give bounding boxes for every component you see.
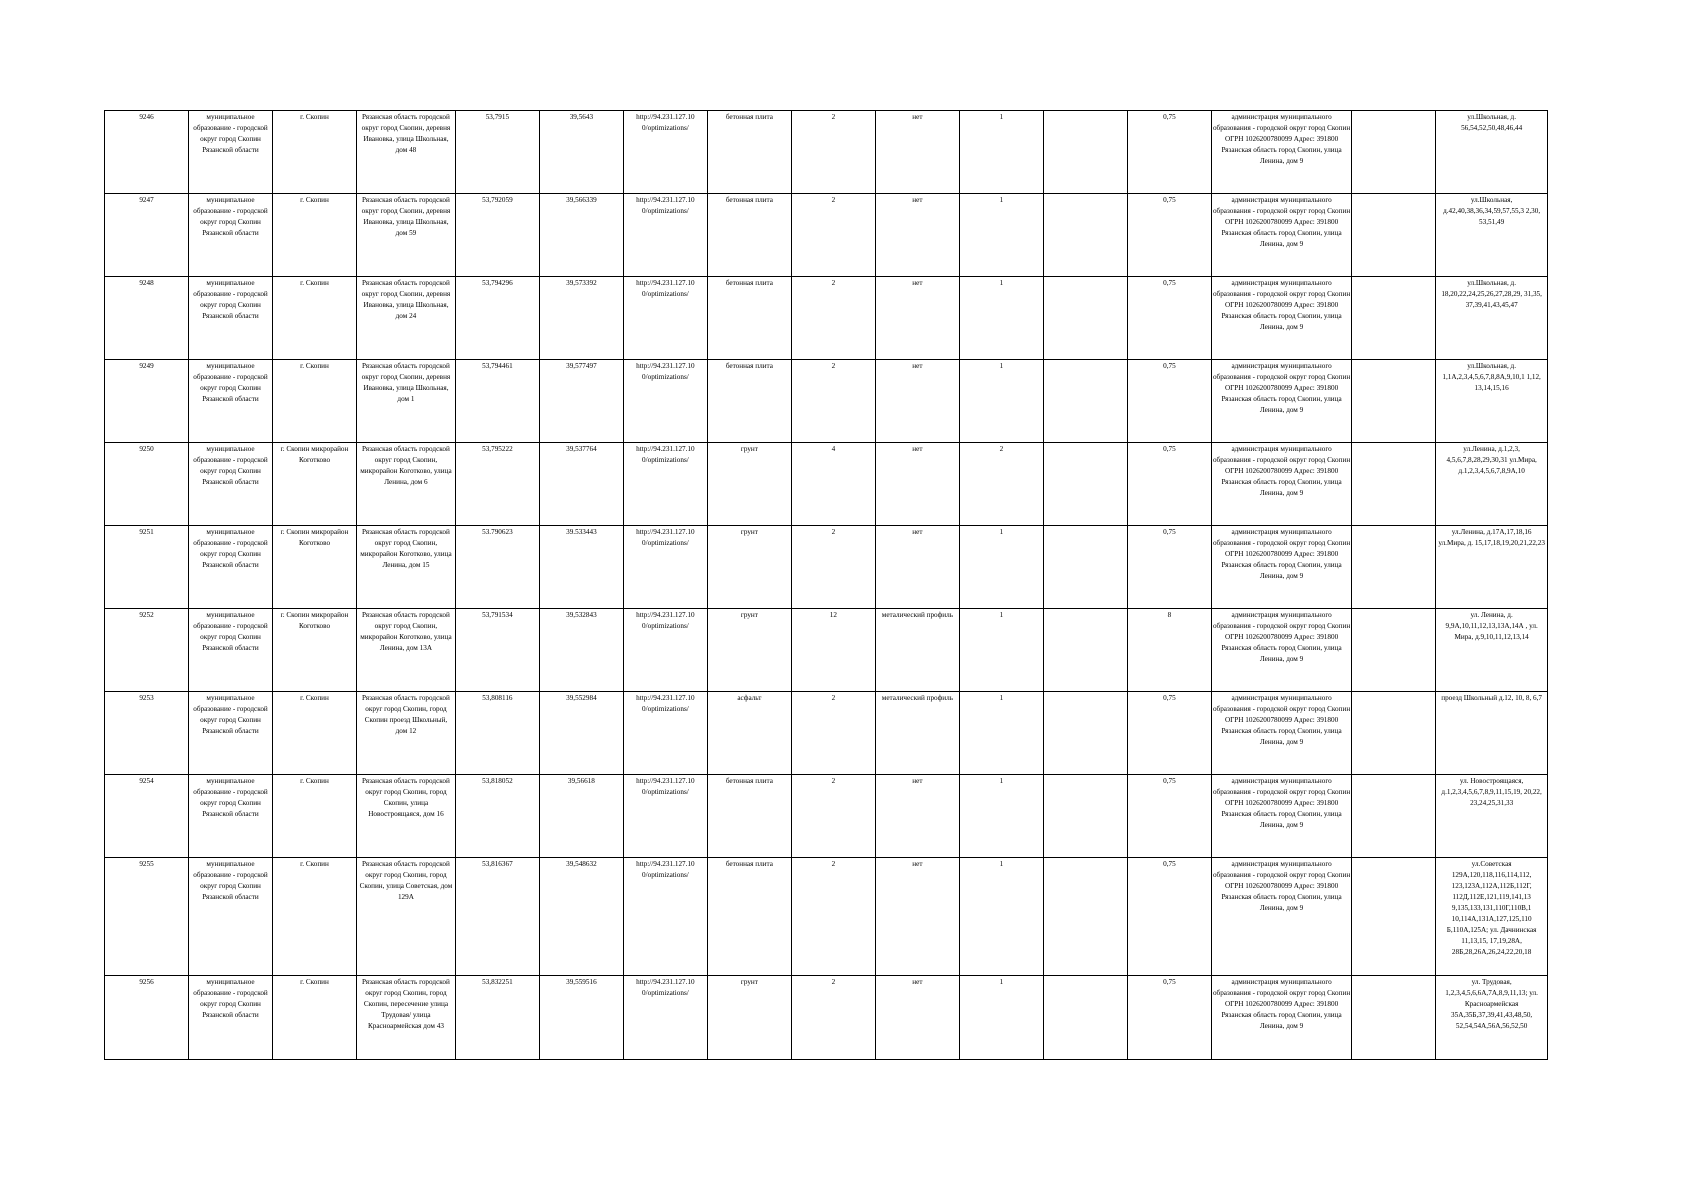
table-row: [105, 692, 1548, 775]
latitude-cell: 53,794296: [455, 277, 539, 360]
area-cell: 2: [791, 194, 875, 277]
longitude-cell: 39,559516: [539, 976, 623, 1060]
scheme-link-cell: http://94.231.127.10 0/optimizations/: [623, 775, 707, 858]
volume-cell: 0,75: [1127, 858, 1211, 976]
address-cell: Рязанская область городской округ город Скопин, деревня Ивановка, улица Школьная, дом 48: [357, 111, 456, 194]
longitude-cell: 39,552984: [539, 692, 623, 775]
locality-cell: г. Скопин микрорайон Коготково: [273, 609, 357, 692]
municipality-cell: муниципальное образование - городской округ город Скопин Рязанской области: [189, 194, 273, 277]
latitude-cell: 53,808116: [455, 692, 539, 775]
longitude-cell: 39,577497: [539, 360, 623, 443]
empty-cell: [1352, 526, 1436, 609]
scheme-link-cell: http://94.231.127.10 0/optimizations/: [623, 858, 707, 976]
volume-cell: 0,75: [1127, 692, 1211, 775]
containers-count-cell: 1: [959, 692, 1043, 775]
owner-cell: администрация муниципального образования - городской округ город Скопин ОГРН 1026200780099 Адрес: 391800 Рязанская область город Скопин, улица Ленина, дом 9: [1211, 976, 1351, 1060]
waste-sources-cell: ул. Новостроящаяся, д.1,2,3,4,5,6,7,8,9,11,15,19, 20,22, 23,24,25,31,33: [1436, 775, 1548, 858]
volume-cell: 0,75: [1127, 443, 1211, 526]
surface-cell: бетонная плита: [707, 858, 791, 976]
table-row: [105, 277, 1548, 360]
row-id-cell: 9250: [105, 443, 189, 526]
surface-cell: бетонная плита: [707, 277, 791, 360]
surface-cell: бетонная плита: [707, 111, 791, 194]
longitude-cell: 39,537764: [539, 443, 623, 526]
surface-cell: грунт: [707, 526, 791, 609]
scheme-link-cell: http://94.231.127.10 0/optimizations/: [623, 526, 707, 609]
row-id-cell: 9246: [105, 111, 189, 194]
containers-count-cell: 1: [959, 976, 1043, 1060]
municipality-cell: муниципальное образование - городской округ город Скопин Рязанской области: [189, 609, 273, 692]
latitude-cell: 53,818052: [455, 775, 539, 858]
empty-cell: [1352, 194, 1436, 277]
volume-cell: 0,75: [1127, 111, 1211, 194]
row-id-cell: 9248: [105, 277, 189, 360]
latitude-cell: 53,795222: [455, 443, 539, 526]
municipality-cell: муниципальное образование - городской округ город Скопин Рязанской области: [189, 858, 273, 976]
fence-cell: нет: [875, 976, 959, 1060]
address-cell: Рязанская область городской округ город Скопин, микрорайон Коготково, улица Ленина, дом 6: [357, 443, 456, 526]
fence-cell: нет: [875, 526, 959, 609]
locality-cell: г. Скопин: [273, 976, 357, 1060]
address-cell: Рязанская область городской округ город Скопин, город Скопин, пересечение улица Трудовая/ улица Красноармейская дом 43: [357, 976, 456, 1060]
waste-sources-cell: ул.Школьная, д.42,40,38,36,34,59,57,55,3 2,30, 53,51,49: [1436, 194, 1548, 277]
owner-cell: администрация муниципального образования - городской округ город Скопин ОГРН 1026200780099 Адрес: 391800 Рязанская область город Скопин, улица Ленина, дом 9: [1211, 111, 1351, 194]
locality-cell: г. Скопин микрорайон Коготково: [273, 443, 357, 526]
locality-cell: г. Скопин: [273, 775, 357, 858]
fence-cell: металический профиль: [875, 609, 959, 692]
fence-cell: нет: [875, 360, 959, 443]
fence-cell: нет: [875, 277, 959, 360]
owner-cell: администрация муниципального образования - городской округ город Скопин ОГРН 1026200780099 Адрес: 391800 Рязанская область город Скопин, улица Ленина, дом 9: [1211, 775, 1351, 858]
empty-cell: [1352, 277, 1436, 360]
latitude-cell: 53,7915: [455, 111, 539, 194]
empty-cell: [1352, 360, 1436, 443]
surface-cell: бетонная плита: [707, 360, 791, 443]
empty-cell: [1043, 526, 1127, 609]
fence-cell: металический профиль: [875, 692, 959, 775]
row-id-cell: 9251: [105, 526, 189, 609]
longitude-cell: 39,56618: [539, 775, 623, 858]
owner-cell: администрация муниципального образования - городской округ город Скопин ОГРН 1026200780099 Адрес: 391800 Рязанская область город Скопин, улица Ленина, дом 9: [1211, 360, 1351, 443]
volume-cell: 0,75: [1127, 360, 1211, 443]
owner-cell: администрация муниципального образования - городской округ город Скопин ОГРН 1026200780099 Адрес: 391800 Рязанская область город Скопин, улица Ленина, дом 9: [1211, 277, 1351, 360]
longitude-cell: 39,573392: [539, 277, 623, 360]
address-cell: Рязанская область городской округ город Скопин, микрорайон Коготково, улица Ленина, дом 13А: [357, 609, 456, 692]
empty-cell: [1043, 360, 1127, 443]
latitude-cell: 53,792059: [455, 194, 539, 277]
waste-sources-cell: ул.Ленина, д.17А,17,18,16 ул.Мира, д. 15,17,18,19,20,21,22,23: [1436, 526, 1548, 609]
volume-cell: 0,75: [1127, 976, 1211, 1060]
table-row: [105, 775, 1548, 858]
latitude-cell: 53.790623: [455, 526, 539, 609]
empty-cell: [1043, 443, 1127, 526]
volume-cell: 0,75: [1127, 526, 1211, 609]
fence-cell: нет: [875, 858, 959, 976]
municipality-cell: муниципальное образование - городской округ город Скопин Рязанской области: [189, 692, 273, 775]
locality-cell: г. Скопин: [273, 194, 357, 277]
longitude-cell: 39,5643: [539, 111, 623, 194]
waste-sources-cell: ул.Ленина, д.1,2,3, 4,5,6,7,8,28,29,30,31 ул.Мира, д.1,2,3,4,5,6,7,8,9А,10: [1436, 443, 1548, 526]
empty-cell: [1352, 775, 1436, 858]
area-cell: 2: [791, 858, 875, 976]
empty-cell: [1352, 609, 1436, 692]
longitude-cell: 39,548632: [539, 858, 623, 976]
locality-cell: г. Скопин: [273, 360, 357, 443]
containers-count-cell: 1: [959, 858, 1043, 976]
containers-count-cell: 1: [959, 194, 1043, 277]
address-cell: Рязанская область городской округ город Скопин, город Скопин, улица Советская, дом 129А: [357, 858, 456, 976]
empty-cell: [1043, 277, 1127, 360]
surface-cell: грунт: [707, 609, 791, 692]
waste-sources-cell: ул.Советская 129А,120,118,116,114,112, 123,123А,112А,112Б,112Г, 112Д,112Е,121,119,141,13 9,135,133,131,110Г,110В,1 10,114А,131А,127,125,110 Б,110А,125А; ул. Дачнинская 11,13,15, 17,19,28А, 28Б,28,26А,26,24,22,20,18: [1436, 858, 1548, 976]
waste-sources-cell: ул. Трудовая, 1,2,3,4,5,6,6А,7А,8,9,11,13; ул. Красноармейская 35А,35Б,37,39,41,43,48,50, 52,54,54А,56А,56,52,50: [1436, 976, 1548, 1060]
municipality-cell: муниципальное образование - городской округ город Скопин Рязанской области: [189, 277, 273, 360]
waste-sources-cell: ул.Школьная, д. 56,54,52,50,48,46,44: [1436, 111, 1548, 194]
area-cell: 2: [791, 692, 875, 775]
area-cell: 2: [791, 775, 875, 858]
table-row: [105, 976, 1548, 1060]
registry-table: [104, 110, 1548, 1060]
empty-cell: [1043, 692, 1127, 775]
table-row: [105, 111, 1548, 194]
address-cell: Рязанская область городской округ город Скопин, деревня Ивановка, улица Школьная, дом 1: [357, 360, 456, 443]
longitude-cell: 39.533443: [539, 526, 623, 609]
address-cell: Рязанская область городской округ город Скопин, микрорайон Коготково, улица Ленина, дом 15: [357, 526, 456, 609]
scheme-link-cell: http://94.231.127.10 0/optimizations/: [623, 609, 707, 692]
scheme-link-cell: http://94.231.127.10 0/optimizations/: [623, 976, 707, 1060]
containers-count-cell: 1: [959, 609, 1043, 692]
surface-cell: асфальт: [707, 692, 791, 775]
waste-sources-cell: ул.Школьная, д. 1,1А,2,3,4,5,6,7,8,8А,9,10,1 1,12, 13,14,15,16: [1436, 360, 1548, 443]
containers-count-cell: 1: [959, 775, 1043, 858]
empty-cell: [1352, 111, 1436, 194]
municipality-cell: муниципальное образование - городской округ город Скопин Рязанской области: [189, 443, 273, 526]
surface-cell: грунт: [707, 443, 791, 526]
latitude-cell: 53,791534: [455, 609, 539, 692]
fence-cell: нет: [875, 111, 959, 194]
containers-count-cell: 2: [959, 443, 1043, 526]
empty-cell: [1043, 775, 1127, 858]
area-cell: 2: [791, 526, 875, 609]
fence-cell: нет: [875, 443, 959, 526]
empty-cell: [1352, 858, 1436, 976]
scheme-link-cell: http://94.231.127.10 0/optimizations/: [623, 692, 707, 775]
owner-cell: администрация муниципального образования - городской округ город Скопин ОГРН 1026200780099 Адрес: 391800 Рязанская область город Скопин, улица Ленина, дом 9: [1211, 609, 1351, 692]
table-row: [105, 609, 1548, 692]
area-cell: 2: [791, 976, 875, 1060]
waste-sources-cell: ул.Школьная, д. 18,20,22,24,25,26,27,28,29, 31,35, 37,39,41,43,45,47: [1436, 277, 1548, 360]
municipality-cell: муниципальное образование - городской округ город Скопин Рязанской области: [189, 360, 273, 443]
area-cell: 12: [791, 609, 875, 692]
volume-cell: 0,75: [1127, 775, 1211, 858]
area-cell: 2: [791, 277, 875, 360]
address-cell: Рязанская область городской округ город Скопин, деревня Ивановка, улица Школьная, дом 59: [357, 194, 456, 277]
scheme-link-cell: http://94.231.127.10 0/optimizations/: [623, 111, 707, 194]
latitude-cell: 53,832251: [455, 976, 539, 1060]
area-cell: 2: [791, 360, 875, 443]
fence-cell: нет: [875, 194, 959, 277]
owner-cell: администрация муниципального образования - городской округ город Скопин ОГРН 1026200780099 Адрес: 391800 Рязанская область город Скопин, улица Ленина, дом 9: [1211, 194, 1351, 277]
address-cell: Рязанская область городской округ город Скопин, город Скопин, улица Новостроящаяся, дом 16: [357, 775, 456, 858]
waste-sources-cell: ул. Ленина, д. 9,9А,10,11,12,13,13А,14А , ул. Мира, д.9,10,11,12,13,14: [1436, 609, 1548, 692]
waste-sources-cell: проезд Школьный д.12, 10, 8, 6,7: [1436, 692, 1548, 775]
owner-cell: администрация муниципального образования - городской округ город Скопин ОГРН 1026200780099 Адрес: 391800 Рязанская область город Скопин, улица Ленина, дом 9: [1211, 858, 1351, 976]
owner-cell: администрация муниципального образования - городской округ город Скопин ОГРН 1026200780099 Адрес: 391800 Рязанская область город Скопин, улица Ленина, дом 9: [1211, 526, 1351, 609]
surface-cell: бетонная плита: [707, 775, 791, 858]
empty-cell: [1043, 858, 1127, 976]
surface-cell: грунт: [707, 976, 791, 1060]
locality-cell: г. Скопин: [273, 858, 357, 976]
municipality-cell: муниципальное образование - городской округ город Скопин Рязанской области: [189, 111, 273, 194]
latitude-cell: 53,816367: [455, 858, 539, 976]
surface-cell: бетонная плита: [707, 194, 791, 277]
row-id-cell: 9254: [105, 775, 189, 858]
table-row: [105, 360, 1548, 443]
table-row: [105, 194, 1548, 277]
longitude-cell: 39,566339: [539, 194, 623, 277]
row-id-cell: 9256: [105, 976, 189, 1060]
municipality-cell: муниципальное образование - городской округ город Скопин Рязанской области: [189, 775, 273, 858]
empty-cell: [1352, 976, 1436, 1060]
row-id-cell: 9255: [105, 858, 189, 976]
owner-cell: администрация муниципального образования - городской округ город Скопин ОГРН 1026200780099 Адрес: 391800 Рязанская область город Скопин, улица Ленина, дом 9: [1211, 692, 1351, 775]
empty-cell: [1043, 194, 1127, 277]
scheme-link-cell: http://94.231.127.10 0/optimizations/: [623, 443, 707, 526]
area-cell: 4: [791, 443, 875, 526]
locality-cell: г. Скопин микрорайон Коготково: [273, 526, 357, 609]
containers-count-cell: 1: [959, 111, 1043, 194]
locality-cell: г. Скопин: [273, 277, 357, 360]
row-id-cell: 9252: [105, 609, 189, 692]
table-row: [105, 858, 1548, 976]
locality-cell: г. Скопин: [273, 111, 357, 194]
containers-count-cell: 1: [959, 360, 1043, 443]
empty-cell: [1043, 111, 1127, 194]
volume-cell: 0,75: [1127, 277, 1211, 360]
owner-cell: администрация муниципального образования - городской округ город Скопин ОГРН 1026200780099 Адрес: 391800 Рязанская область город Скопин, улица Ленина, дом 9: [1211, 443, 1351, 526]
containers-count-cell: 1: [959, 277, 1043, 360]
municipality-cell: муниципальное образование - городской округ город Скопин Рязанской области: [189, 976, 273, 1060]
volume-cell: 8: [1127, 609, 1211, 692]
empty-cell: [1043, 609, 1127, 692]
municipality-cell: муниципальное образование - городской округ город Скопин Рязанской области: [189, 526, 273, 609]
empty-cell: [1352, 692, 1436, 775]
fence-cell: нет: [875, 775, 959, 858]
locality-cell: г. Скопин: [273, 692, 357, 775]
row-id-cell: 9253: [105, 692, 189, 775]
latitude-cell: 53,794461: [455, 360, 539, 443]
row-id-cell: 9249: [105, 360, 189, 443]
address-cell: Рязанская область городской округ город Скопин, город Скопин проезд Школьный, дом 12: [357, 692, 456, 775]
empty-cell: [1352, 443, 1436, 526]
address-cell: Рязанская область городской округ город Скопин, деревня Ивановка, улица Школьная, дом 24: [357, 277, 456, 360]
area-cell: 2: [791, 111, 875, 194]
longitude-cell: 39,532843: [539, 609, 623, 692]
volume-cell: 0,75: [1127, 194, 1211, 277]
scheme-link-cell: http://94.231.127.10 0/optimizations/: [623, 194, 707, 277]
containers-count-cell: 1: [959, 526, 1043, 609]
table-row: [105, 526, 1548, 609]
scheme-link-cell: http://94.231.127.10 0/optimizations/: [623, 360, 707, 443]
scheme-link-cell: http://94.231.127.10 0/optimizations/: [623, 277, 707, 360]
empty-cell: [1043, 976, 1127, 1060]
row-id-cell: 9247: [105, 194, 189, 277]
table-row: [105, 443, 1548, 526]
